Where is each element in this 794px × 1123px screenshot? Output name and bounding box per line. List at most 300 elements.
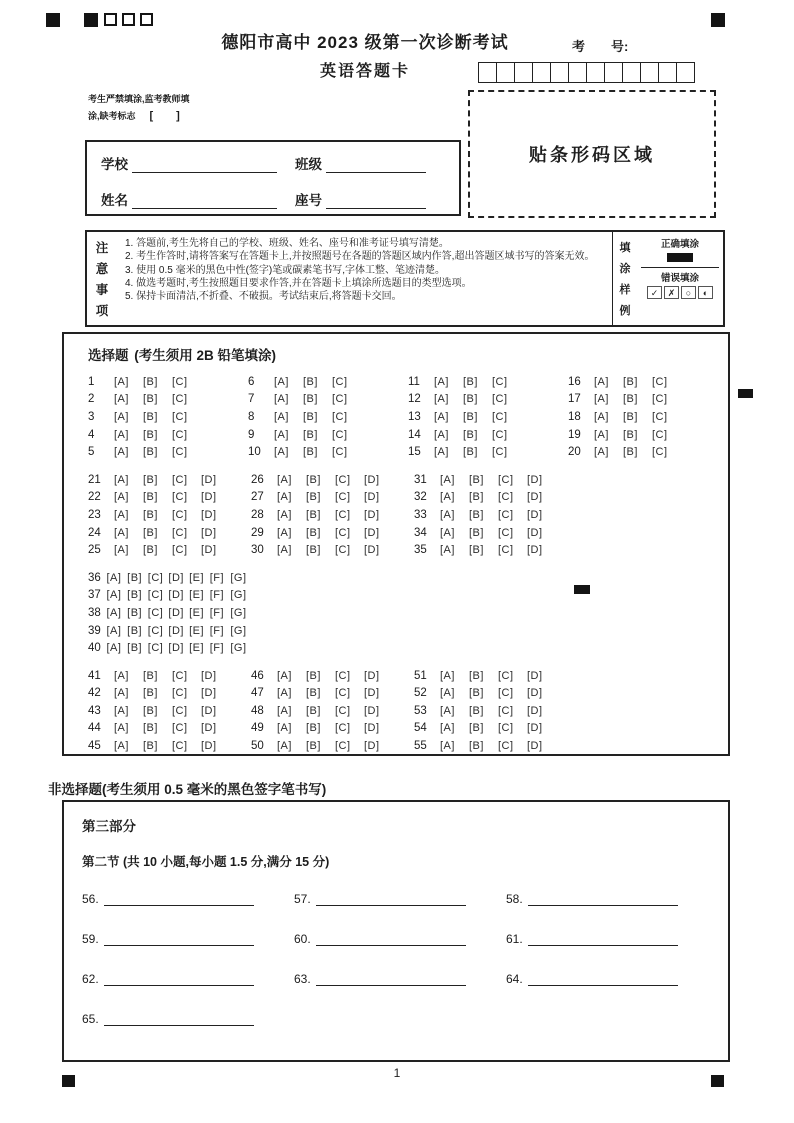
answer-bubble-52-D[interactable]: [D] <box>527 687 543 700</box>
answer-bubble-31-C[interactable]: [C] <box>498 473 514 486</box>
answer-bubble-30-A[interactable]: [A] <box>277 544 292 557</box>
answer-bubble-20-A[interactable]: [A] <box>594 446 609 459</box>
answer-bubble-42-C[interactable]: [C] <box>172 687 188 700</box>
answer-bubble-55-A[interactable]: [A] <box>440 740 455 753</box>
answer-bubble-48-D[interactable]: [D] <box>364 704 380 717</box>
written-answer-blank-61[interactable] <box>528 933 678 946</box>
answer-bubble-40-C[interactable]: [C] <box>147 642 164 655</box>
answer-bubble-24-D[interactable]: [D] <box>201 526 217 539</box>
answer-bubble-10-A[interactable]: [A] <box>274 446 289 459</box>
answer-bubble-25-C[interactable]: [C] <box>172 544 188 557</box>
answer-bubble-54-D[interactable]: [D] <box>527 722 543 735</box>
question-row-6 <box>248 373 408 391</box>
answer-bubble-11-A[interactable]: [A] <box>434 375 449 388</box>
answer-bubble-26-A[interactable]: [A] <box>277 473 292 486</box>
written-answer-blank-64[interactable] <box>528 973 678 986</box>
answer-bubble-47-D[interactable]: [D] <box>364 687 380 700</box>
question-number-2: 2 <box>88 393 95 406</box>
question-number-5: 5 <box>88 446 95 459</box>
answer-bubble-20-B[interactable]: [B] <box>623 446 638 459</box>
answer-bubble-22-A[interactable]: [A] <box>114 491 129 504</box>
written-question-row <box>82 1012 728 1026</box>
answer-bubble-8-B[interactable]: [B] <box>303 410 318 423</box>
answer-bubble-27-B[interactable]: [B] <box>306 491 321 504</box>
answer-bubble-28-D[interactable]: [D] <box>364 508 380 521</box>
answer-bubble-29-A[interactable]: [A] <box>277 526 292 539</box>
answer-bubble-30-D[interactable]: [D] <box>364 544 380 557</box>
answer-bubble-17-A[interactable]: [A] <box>594 393 609 406</box>
answer-bubble-8-A[interactable]: [A] <box>274 410 289 423</box>
question-number-10: 10 <box>248 446 261 459</box>
answer-bubble-9-B[interactable]: [B] <box>303 428 318 441</box>
written-answer-blank-57[interactable] <box>316 893 466 906</box>
fill-sample-label: 填 涂 样 例 <box>612 232 637 325</box>
answer-bubble-34-B[interactable]: [B] <box>469 526 484 539</box>
answer-bubble-16-C[interactable]: [C] <box>652 375 668 388</box>
answer-bubble-14-A[interactable]: [A] <box>434 428 449 441</box>
written-answer-blank-59[interactable] <box>104 933 254 946</box>
answer-bubble-49-D[interactable]: [D] <box>364 722 380 735</box>
answer-bubble-32-D[interactable]: [D] <box>527 491 543 504</box>
answer-bubble-39-E[interactable]: [E] <box>189 624 205 637</box>
answer-bubble-51-D[interactable]: [D] <box>527 669 543 682</box>
answer-bubble-36-E[interactable]: [E] <box>189 571 205 584</box>
registration-mark-top-right <box>711 13 725 27</box>
exam-number-box-6[interactable] <box>568 62 587 83</box>
question-row-20 <box>568 443 728 461</box>
answer-bubble-23-B[interactable]: [B] <box>143 508 158 521</box>
question-row-10 <box>248 443 408 461</box>
answer-bubble-38-F[interactable]: [F] <box>209 606 225 619</box>
question-row-16 <box>568 373 728 391</box>
answer-bubble-24-A[interactable]: [A] <box>114 526 129 539</box>
answer-bubble-45-C[interactable]: [C] <box>172 740 188 753</box>
question-number-40: 40 <box>88 642 101 655</box>
written-instruction: (考生须用 0.5 毫米的黑色签字笔书写) <box>102 782 327 797</box>
answer-bubble-11-B[interactable]: [B] <box>463 375 478 388</box>
answer-bubble-24-B[interactable]: [B] <box>143 526 158 539</box>
section-two-label: 第二节 (共 10 小题,每小题 1.5 分,满分 15 分) <box>82 855 330 869</box>
answer-bubble-12-A[interactable]: [A] <box>434 393 449 406</box>
answer-bubble-33-D[interactable]: [D] <box>527 508 543 521</box>
answer-bubble-43-B[interactable]: [B] <box>143 704 158 717</box>
answer-bubble-38-E[interactable]: [E] <box>189 606 205 619</box>
answer-bubble-12-B[interactable]: [B] <box>463 393 478 406</box>
answer-bubble-7-A[interactable]: [A] <box>274 393 289 406</box>
answer-bubble-1-C[interactable]: [C] <box>172 375 188 388</box>
answer-bubble-46-B[interactable]: [B] <box>306 669 321 682</box>
answer-bubble-6-A[interactable]: [A] <box>274 375 289 388</box>
answer-bubble-49-A[interactable]: [A] <box>277 722 292 735</box>
answer-bubble-43-D[interactable]: [D] <box>201 704 217 717</box>
answer-bubble-14-C[interactable]: [C] <box>492 428 508 441</box>
written-question-number-61: 61. <box>506 932 523 946</box>
answer-bubble-53-C[interactable]: [C] <box>498 704 514 717</box>
answer-bubble-53-A[interactable]: [A] <box>440 704 455 717</box>
answer-bubble-28-B[interactable]: [B] <box>306 508 321 521</box>
answer-bubble-50-A[interactable]: [A] <box>277 740 292 753</box>
question-number-17: 17 <box>568 393 581 406</box>
answer-bubble-51-C[interactable]: [C] <box>498 669 514 682</box>
answer-bubble-36-A[interactable]: [A] <box>106 571 122 584</box>
registration-mark-outline-1 <box>104 13 117 26</box>
question-number-31: 31 <box>414 473 427 486</box>
answer-bubble-40-A[interactable]: [A] <box>106 642 122 655</box>
question-row-19 <box>568 426 728 444</box>
question-number-24: 24 <box>88 526 101 539</box>
answer-bubble-37-C[interactable]: [C] <box>147 589 164 602</box>
written-answer-blank-58[interactable] <box>528 893 678 906</box>
choice-group-3 <box>88 569 728 657</box>
answer-bubble-51-B[interactable]: [B] <box>469 669 484 682</box>
registration-mark-outline-2 <box>122 13 135 26</box>
answer-bubble-54-A[interactable]: [A] <box>440 722 455 735</box>
answer-bubble-15-A[interactable]: [A] <box>434 446 449 459</box>
answer-bubble-47-C[interactable]: [C] <box>335 687 351 700</box>
answer-bubble-46-D[interactable]: [D] <box>364 669 380 682</box>
exam-number-box-2[interactable] <box>496 62 515 83</box>
answer-bubble-18-C[interactable]: [C] <box>652 410 668 423</box>
answer-bubble-11-C[interactable]: [C] <box>492 375 508 388</box>
answer-bubble-49-B[interactable]: [B] <box>306 722 321 735</box>
exam-number-box-5[interactable] <box>550 62 569 83</box>
answer-bubble-38-D[interactable]: [D] <box>168 606 184 619</box>
question-row-54 <box>414 720 577 738</box>
answer-bubble-9-C[interactable]: [C] <box>332 428 348 441</box>
answer-bubble-53-B[interactable]: [B] <box>469 704 484 717</box>
answer-bubble-33-A[interactable]: [A] <box>440 508 455 521</box>
question-row-48 <box>251 702 414 720</box>
answer-bubble-17-B[interactable]: [B] <box>623 393 638 406</box>
answer-bubble-31-A[interactable]: [A] <box>440 473 455 486</box>
question-number-53: 53 <box>414 704 427 717</box>
class-field[interactable] <box>326 158 426 173</box>
answer-bubble-13-B[interactable]: [B] <box>463 410 478 423</box>
answer-bubble-21-B[interactable]: [B] <box>143 473 158 486</box>
answer-bubble-49-C[interactable]: [C] <box>335 722 351 735</box>
answer-bubble-17-C[interactable]: [C] <box>652 393 668 406</box>
answer-bubble-37-D[interactable]: [D] <box>168 589 184 602</box>
seat-field[interactable] <box>326 194 426 209</box>
question-number-51: 51 <box>414 669 427 682</box>
name-field[interactable] <box>132 194 277 209</box>
answer-bubble-27-C[interactable]: [C] <box>335 491 351 504</box>
answer-bubble-38-B[interactable]: [B] <box>127 606 143 619</box>
answer-bubble-7-C[interactable]: [C] <box>332 393 348 406</box>
question-number-44: 44 <box>88 722 101 735</box>
answer-bubble-13-C[interactable]: [C] <box>492 410 508 423</box>
answer-bubble-51-A[interactable]: [A] <box>440 669 455 682</box>
answer-bubble-36-G[interactable]: [G] <box>230 571 247 584</box>
answer-bubble-41-A[interactable]: [A] <box>114 669 129 682</box>
answer-bubble-36-B[interactable]: [B] <box>127 571 143 584</box>
answer-bubble-50-B[interactable]: [B] <box>306 740 321 753</box>
answer-bubble-29-C[interactable]: [C] <box>335 526 351 539</box>
answer-bubble-37-G[interactable]: [G] <box>230 589 247 602</box>
written-question-number-56: 56. <box>82 892 99 906</box>
answer-bubble-52-C[interactable]: [C] <box>498 687 514 700</box>
choice-section-title <box>88 344 728 364</box>
answer-bubble-42-B[interactable]: [B] <box>143 687 158 700</box>
answer-bubble-37-B[interactable]: [B] <box>127 589 143 602</box>
answer-bubble-41-B[interactable]: [B] <box>143 669 158 682</box>
answer-bubble-6-C[interactable]: [C] <box>332 375 348 388</box>
absent-mark-label: 涂,缺考标志 <box>88 111 136 122</box>
answer-bubble-16-A[interactable]: [A] <box>594 375 609 388</box>
answer-bubble-50-C[interactable]: [C] <box>335 740 351 753</box>
answer-bubble-35-D[interactable]: [D] <box>527 544 543 557</box>
answer-bubble-43-A[interactable]: [A] <box>114 704 129 717</box>
written-title-text: 非选择题 <box>48 782 102 797</box>
answer-bubble-30-B[interactable]: [B] <box>306 544 321 557</box>
answer-bubble-38-C[interactable]: [C] <box>147 606 164 619</box>
answer-bubble-2-B[interactable]: [B] <box>143 393 158 406</box>
answer-bubble-23-D[interactable]: [D] <box>201 508 217 521</box>
answer-bubble-41-C[interactable]: [C] <box>172 669 188 682</box>
exam-title: 德阳市高中 2023 级第一次诊断考试 <box>221 33 509 52</box>
answer-bubble-10-B[interactable]: [B] <box>303 446 318 459</box>
written-question-number-57: 57. <box>294 892 311 906</box>
answer-bubble-31-B[interactable]: [B] <box>469 473 484 486</box>
exam-number-box-3[interactable] <box>514 62 533 83</box>
answer-bubble-15-B[interactable]: [B] <box>463 446 478 459</box>
question-row-14 <box>408 426 568 444</box>
answer-bubble-19-A[interactable]: [A] <box>594 428 609 441</box>
exam-number-box-1[interactable] <box>478 62 497 83</box>
answer-bubble-52-B[interactable]: [B] <box>469 687 484 700</box>
answer-bubble-22-B[interactable]: [B] <box>143 491 158 504</box>
answer-bubble-46-A[interactable]: [A] <box>277 669 292 682</box>
question-number-9: 9 <box>248 428 255 441</box>
answer-bubble-15-C[interactable]: [C] <box>492 446 508 459</box>
answer-bubble-25-A[interactable]: [A] <box>114 544 129 557</box>
exam-number-label: 考 号: <box>572 39 629 54</box>
answer-bubble-34-A[interactable]: [A] <box>440 526 455 539</box>
answer-bubble-33-B[interactable]: [B] <box>469 508 484 521</box>
answer-bubble-29-D[interactable]: [D] <box>364 526 380 539</box>
answer-bubble-7-B[interactable]: [B] <box>303 393 318 406</box>
choice-title-text: 选择题 <box>88 348 129 363</box>
answer-bubble-35-C[interactable]: [C] <box>498 544 514 557</box>
answer-bubble-40-B[interactable]: [B] <box>127 642 143 655</box>
answer-bubble-44-A[interactable]: [A] <box>114 722 129 735</box>
answer-bubble-34-D[interactable]: [D] <box>527 526 543 539</box>
answer-bubble-33-C[interactable]: [C] <box>498 508 514 521</box>
answer-bubble-42-A[interactable]: [A] <box>114 687 129 700</box>
answer-bubble-55-D[interactable]: [D] <box>527 740 543 753</box>
answer-bubble-3-C[interactable]: [C] <box>172 410 188 423</box>
exam-number-box-8[interactable] <box>604 62 623 83</box>
choice-column <box>568 373 728 461</box>
written-answer-blank-62[interactable] <box>104 973 254 986</box>
wrong-fill-mark-4: ◐ <box>698 286 713 299</box>
answer-bubble-19-C[interactable]: [C] <box>652 428 668 441</box>
exam-number-box-4[interactable] <box>532 62 551 83</box>
answer-bubble-40-F[interactable]: [F] <box>209 642 225 655</box>
answer-bubble-44-C[interactable]: [C] <box>172 722 188 735</box>
answer-bubble-26-C[interactable]: [C] <box>335 473 351 486</box>
answer-bubble-52-A[interactable]: [A] <box>440 687 455 700</box>
answer-bubble-5-C[interactable]: [C] <box>172 446 188 459</box>
answer-bubble-48-A[interactable]: [A] <box>277 704 292 717</box>
absent-mark-bracket[interactable]: [ ] <box>149 110 186 123</box>
answer-bubble-2-C[interactable]: [C] <box>172 393 188 406</box>
answer-bubble-23-A[interactable]: [A] <box>114 508 129 521</box>
answer-bubble-28-C[interactable]: [C] <box>335 508 351 521</box>
answer-bubble-1-B[interactable]: [B] <box>143 375 158 388</box>
answer-bubble-44-B[interactable]: [B] <box>143 722 158 735</box>
answer-bubble-48-B[interactable]: [B] <box>306 704 321 717</box>
answer-bubble-40-D[interactable]: [D] <box>168 642 184 655</box>
proctor-note <box>88 92 268 126</box>
written-answer-blank-56[interactable] <box>104 893 254 906</box>
exam-number-box-9[interactable] <box>622 62 641 83</box>
answer-bubble-14-B[interactable]: [B] <box>463 428 478 441</box>
answer-bubble-13-A[interactable]: [A] <box>434 410 449 423</box>
answer-bubble-1-A[interactable]: [A] <box>114 375 129 388</box>
answer-bubble-30-C[interactable]: [C] <box>335 544 351 557</box>
written-answer-blank-63[interactable] <box>316 973 466 986</box>
answer-bubble-32-A[interactable]: [A] <box>440 491 455 504</box>
written-question-number-59: 59. <box>82 932 99 946</box>
question-row-44 <box>88 720 251 738</box>
answer-bubble-10-C[interactable]: [C] <box>332 446 348 459</box>
answer-bubble-36-C[interactable]: [C] <box>147 571 164 584</box>
exam-number-box-11[interactable] <box>658 62 677 83</box>
answer-bubble-3-A[interactable]: [A] <box>114 410 129 423</box>
answer-bubble-4-A[interactable]: [A] <box>114 428 129 441</box>
answer-bubble-38-G[interactable]: [G] <box>230 606 247 619</box>
answer-bubble-39-C[interactable]: [C] <box>147 624 164 637</box>
answer-bubble-12-C[interactable]: [C] <box>492 393 508 406</box>
answer-bubble-24-C[interactable]: [C] <box>172 526 188 539</box>
answer-bubble-25-D[interactable]: [D] <box>201 544 217 557</box>
question-row-1 <box>88 373 248 391</box>
answer-bubble-38-A[interactable]: [A] <box>106 606 122 619</box>
answer-bubble-39-D[interactable]: [D] <box>168 624 184 637</box>
answer-bubble-21-C[interactable]: [C] <box>172 473 188 486</box>
answer-bubble-53-D[interactable]: [D] <box>527 704 543 717</box>
answer-bubble-26-D[interactable]: [D] <box>364 473 380 486</box>
answer-bubble-27-A[interactable]: [A] <box>277 491 292 504</box>
answer-bubble-54-C[interactable]: [C] <box>498 722 514 735</box>
answer-bubble-39-B[interactable]: [B] <box>127 624 143 637</box>
written-answer-blank-65[interactable] <box>104 1013 254 1026</box>
exam-number-box-7[interactable] <box>586 62 605 83</box>
answer-bubble-22-D[interactable]: [D] <box>201 491 217 504</box>
answer-bubble-23-C[interactable]: [C] <box>172 508 188 521</box>
answer-bubble-41-D[interactable]: [D] <box>201 669 217 682</box>
answer-bubble-35-B[interactable]: [B] <box>469 544 484 557</box>
answer-bubble-22-C[interactable]: [C] <box>172 491 188 504</box>
answer-bubble-19-B[interactable]: [B] <box>623 428 638 441</box>
question-number-3: 3 <box>88 410 95 423</box>
barcode-area <box>468 90 716 218</box>
answer-bubble-21-A[interactable]: [A] <box>114 473 129 486</box>
answer-bubble-27-D[interactable]: [D] <box>364 491 380 504</box>
written-question-number-62: 62. <box>82 972 99 986</box>
answer-bubble-39-F[interactable]: [F] <box>209 624 225 637</box>
answer-bubble-18-A[interactable]: [A] <box>594 410 609 423</box>
student-info-row-1 <box>101 153 445 173</box>
answer-bubble-28-A[interactable]: [A] <box>277 508 292 521</box>
answer-bubble-36-D[interactable]: [D] <box>168 571 184 584</box>
answer-bubble-39-A[interactable]: [A] <box>106 624 122 637</box>
answer-bubble-50-D[interactable]: [D] <box>364 740 380 753</box>
answer-bubble-3-B[interactable]: [B] <box>143 410 158 423</box>
answer-bubble-40-E[interactable]: [E] <box>189 642 205 655</box>
answer-bubble-40-G[interactable]: [G] <box>230 642 247 655</box>
answer-bubble-25-B[interactable]: [B] <box>143 544 158 557</box>
answer-bubble-46-C[interactable]: [C] <box>335 669 351 682</box>
written-question-row <box>82 932 728 946</box>
answer-bubble-47-A[interactable]: [A] <box>277 687 292 700</box>
exam-number-box-10[interactable] <box>640 62 659 83</box>
answer-bubble-4-C[interactable]: [C] <box>172 428 188 441</box>
registration-mark-top-left <box>46 13 60 27</box>
answer-bubble-37-E[interactable]: [E] <box>189 589 205 602</box>
question-number-16: 16 <box>568 375 581 388</box>
answer-bubble-36-F[interactable]: [F] <box>209 571 225 584</box>
answer-bubble-21-D[interactable]: [D] <box>201 473 217 486</box>
answer-bubble-2-A[interactable]: [A] <box>114 393 129 406</box>
answer-bubble-45-A[interactable]: [A] <box>114 740 129 753</box>
answer-bubble-16-B[interactable]: [B] <box>623 375 638 388</box>
answer-bubble-34-C[interactable]: [C] <box>498 526 514 539</box>
answer-bubble-45-B[interactable]: [B] <box>143 740 158 753</box>
question-number-33: 33 <box>414 508 427 521</box>
answer-bubble-20-C[interactable]: [C] <box>652 446 668 459</box>
answer-bubble-32-C[interactable]: [C] <box>498 491 514 504</box>
notice-items <box>117 232 612 325</box>
answer-bubble-31-D[interactable]: [D] <box>527 473 543 486</box>
answer-bubble-6-B[interactable]: [B] <box>303 375 318 388</box>
answer-bubble-54-B[interactable]: [B] <box>469 722 484 735</box>
answer-bubble-48-C[interactable]: [C] <box>335 704 351 717</box>
answer-bubble-29-B[interactable]: [B] <box>306 526 321 539</box>
question-number-12: 12 <box>408 393 421 406</box>
answer-bubble-42-D[interactable]: [D] <box>201 687 217 700</box>
exam-number-box-12[interactable] <box>676 62 695 83</box>
answer-bubble-45-D[interactable]: [D] <box>201 740 217 753</box>
answer-bubble-44-D[interactable]: [D] <box>201 722 217 735</box>
answer-bubble-55-C[interactable]: [C] <box>498 740 514 753</box>
choice-group-2 <box>88 471 728 559</box>
answer-bubble-26-B[interactable]: [B] <box>306 473 321 486</box>
answer-bubble-55-B[interactable]: [B] <box>469 740 484 753</box>
answer-bubble-4-B[interactable]: [B] <box>143 428 158 441</box>
answer-bubble-5-B[interactable]: [B] <box>143 446 158 459</box>
answer-bubble-37-F[interactable]: [F] <box>209 589 225 602</box>
question-row-34 <box>414 524 577 542</box>
answer-bubble-8-C[interactable]: [C] <box>332 410 348 423</box>
written-question-58 <box>506 892 718 906</box>
answer-bubble-35-A[interactable]: [A] <box>440 544 455 557</box>
answer-bubble-5-A[interactable]: [A] <box>114 446 129 459</box>
written-answer-blank-60[interactable] <box>316 933 466 946</box>
question-row-15 <box>408 443 568 461</box>
answer-bubble-32-B[interactable]: [B] <box>469 491 484 504</box>
answer-bubble-43-C[interactable]: [C] <box>172 704 188 717</box>
answer-bubble-18-B[interactable]: [B] <box>623 410 638 423</box>
answer-bubble-39-G[interactable]: [G] <box>230 624 247 637</box>
school-field[interactable] <box>132 158 277 173</box>
written-question-number-65: 65. <box>82 1012 99 1026</box>
answer-bubble-9-A[interactable]: [A] <box>274 428 289 441</box>
answer-bubble-47-B[interactable]: [B] <box>306 687 321 700</box>
answer-bubble-37-A[interactable]: [A] <box>106 589 122 602</box>
question-row-21 <box>88 471 251 489</box>
